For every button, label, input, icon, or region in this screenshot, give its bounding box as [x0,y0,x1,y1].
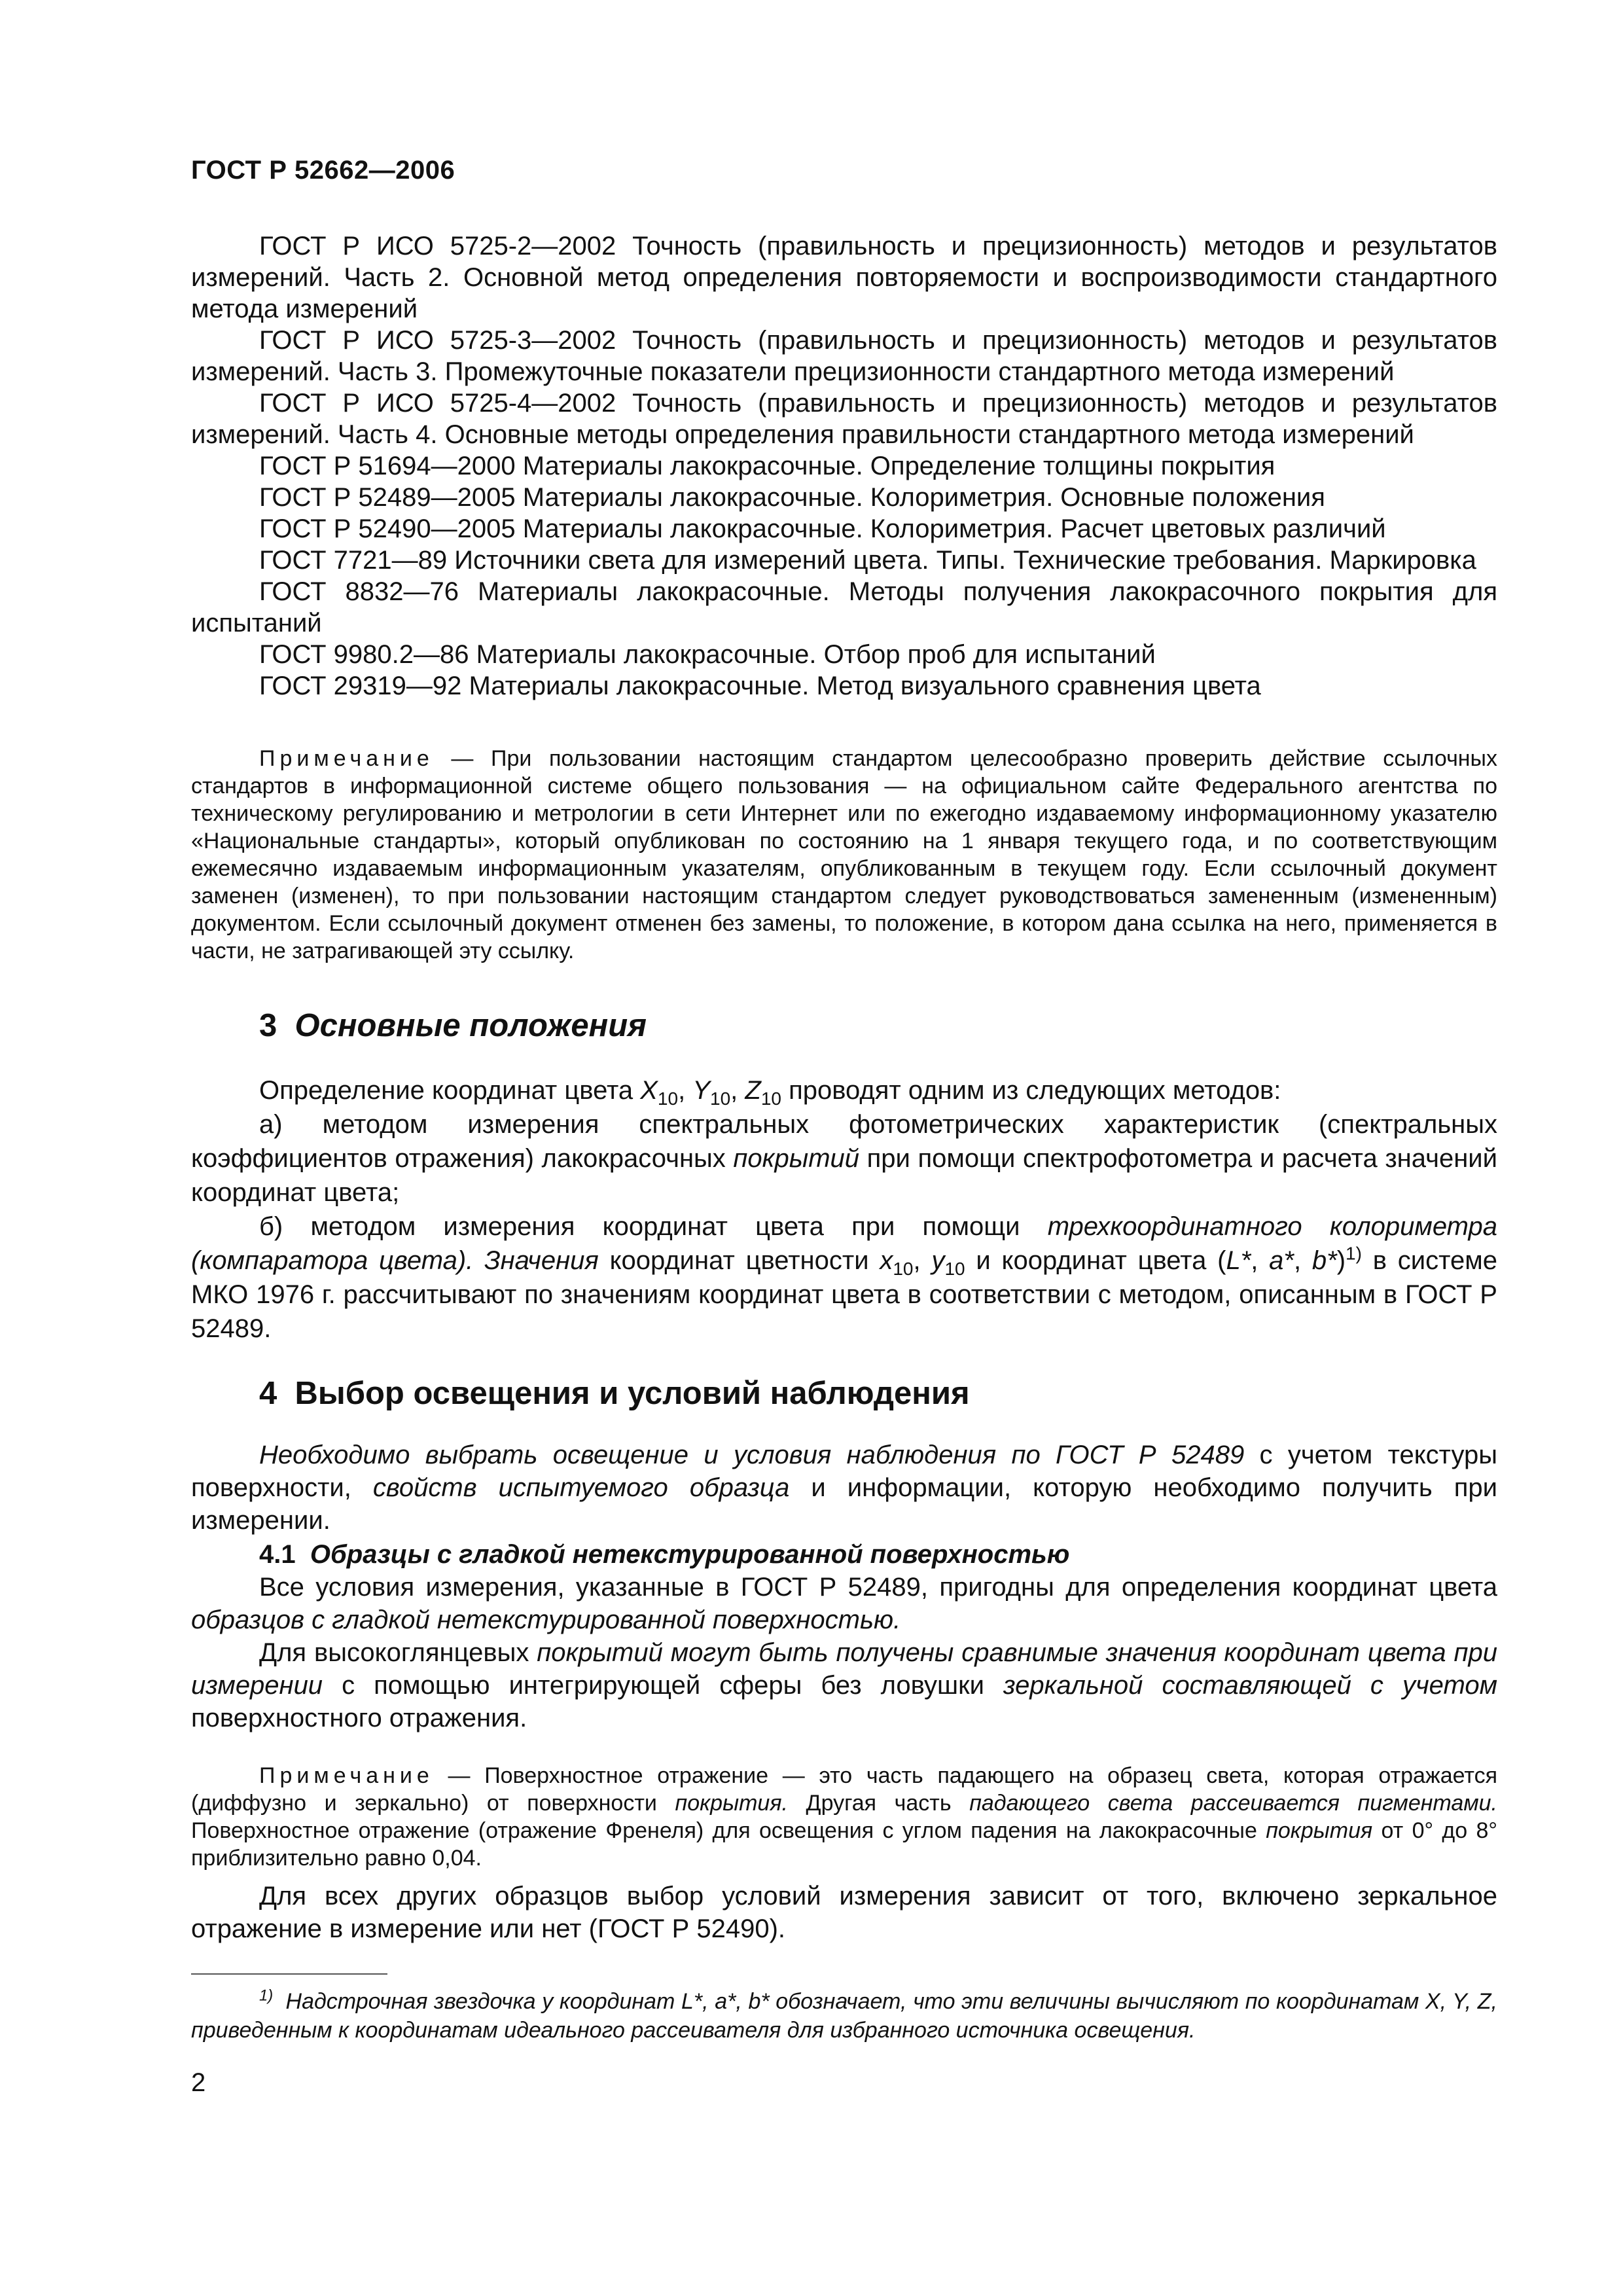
section-3-heading [259,1006,647,1045]
subsection-4-1-para-2: Для высокоглянцевых покрытий могут быть получены сравнимые значения координат цвета при измерении с помощью интегрирующей сферы без ловушки зеркальной составляющей с учетом поверхностного отражения. [191,1638,1498,1732]
section-4-intro: Необходимо выбрать освещение и условия наблюдения по ГОСТ Р 52489 с учетом текстуры поверхности, свойств испытуемого образца и информации, которую необходимо получить при измерении. [191,1441,1497,1535]
footnote-separator [191,1973,387,1975]
note-text: — При пользовании настоящим стандартом целесообразно проверить действие ссылочных стандартов в информационной системе общего пользования — на официальном сайте Федерального агентства по техническому регулированию и метрологии в сети Интернет или по ежегодно издаваемому информационному указателю «Национальные стандарты», который опубликован по состоянию на 1 января текущего года, и по соответствующим ежемесячно издаваемым информационным указателям, опубликованным в текущем году. Если ссылочный документ заменен (изменен), то при пользовании настоящим стандартом следует руководствоваться замененным (измененным) документом. Если ссылочный документ отменен без замены, то положение, в котором дана ссылка на него, применяется в части, не затрагивающей эту ссылку. [191,746,1497,963]
section-4-heading [259,1374,970,1413]
note-references [191,745,1497,965]
other-samples-paragraph: Для всех других образцов выбор условий измерения зависит от того, включено зеркальное отражение в измерение или нет (ГОСТ Р 52490). [191,1882,1497,1943]
note-label: Примечание [259,1763,434,1788]
footnote-text: Надстрочная звездочка у координат L*, a*, b* обозначает, что эти величины вычисляют по координатам X, Y, Z, приведенным к координатам идеального рассеивателя для избранного источника освещения. [191,1989,1497,2043]
reference-item: ГОСТ Р 52490—2005 Материалы лакокрасочные. Колориметрия. Расчет цветовых различий [259,514,1386,543]
reference-item: ГОСТ Р ИСО 5725-3—2002 Точность (правильность и прецизионность) методов и результатов измерений. Часть 3. Промежуточные показатели прецизионности стандартного метода измерений [191,326,1497,386]
section-number: 4 [259,1376,277,1411]
section-3-intro: Определение координат цвета $X_{10}$, $Y_{10}$, $Z_{10}$ проводят одним из следующих методов: [259,1076,1281,1109]
reference-item: ГОСТ Р 52489—2005 Материалы лакокрасочные. Колориметрия. Основные положения [259,483,1325,512]
method-b: б) методом измерения координат цвета при помощи трехкоординатного колориметра (компаратора цвета). Значения координат цветности $x_{10}$, $y_{10}$ и координат цвета (L*, a*, b*)$^{1)}$ в системе МКО 1976 г. рассчитывают по значениям координат цвета в соответствии с методом, описанным в ГОСТ Р 52489. [191,1212,1498,1343]
method-a: а) методом измерения спектральных фотометрических характеристик (спектральных коэффициентов отражения) лакокрасочных покрытий при помощи спектрофотометра и расчета значений координат цвета; [191,1110,1497,1207]
footnote-ref: 1) [1346,1243,1362,1264]
section-title: Основные положения [294,1008,647,1043]
document-header: ГОСТ Р 52662—2006 [191,156,455,185]
reference-item: ГОСТ 9980.2—86 Материалы лакокрасочные. Отбор проб для испытаний [259,640,1156,669]
reference-item: ГОСТ 7721—89 Источники света для измерений цвета. Типы. Технические требования. Маркировка [259,546,1476,575]
note-label: Примечание [259,746,434,771]
subsection-4-1-heading: 4.1 Образцы с гладкой нетекстурированной поверхностью [259,1540,1070,1569]
normative-references-list [191,230,1497,702]
reference-item: ГОСТ Р ИСО 5725-4—2002 Точность (правильность и прецизионность) методов и результатов измерений. Часть 4. Основные методы определения правильности стандартного метода измерений [191,389,1497,449]
section-title: Выбор освещения и условий наблюдения [294,1376,970,1411]
note-surface-reflection: Примечание — Поверхностное отражение — это часть падающего на образец света, которая отражается (диффузно и зеркально) от поверхности покрытия. Другая часть падающего света рассеивается пигментами. Поверхностное отражение (отражение Френеля) для освещения с углом падения на лакокрасочные покрытия от 0° до 8° приблизительно равно 0,04. [191,1763,1498,1871]
page-number: 2 [191,2068,206,2097]
reference-item: ГОСТ Р 51694—2000 Материалы лакокрасочные. Определение толщины покрытия [259,452,1275,480]
footnote [191,1987,1497,2045]
reference-item: ГОСТ 8832—76 Материалы лакокрасочные. Методы получения лакокрасочного покрытия для испытаний [191,577,1497,637]
reference-item: ГОСТ Р ИСО 5725-2—2002 Точность (правильность и прецизионность) методов и результатов измерений. Часть 2. Основной метод определения повторяемости и воспроизводимости стандартного метода измерений [191,232,1497,323]
section-number: 3 [259,1008,277,1043]
subsection-4-1-para-1: Все условия измерения, указанные в ГОСТ Р 52489, пригодны для определения координат цвета образцов с гладкой нетекстурированной поверхностью. [191,1573,1497,1634]
reference-item: ГОСТ 29319—92 Материалы лакокрасочные. Метод визуального сравнения цвета [259,672,1261,700]
footnote-mark: 1) [259,1986,274,2005]
section-3-body [191,1073,1497,1346]
section-4-body [191,1439,1497,1734]
